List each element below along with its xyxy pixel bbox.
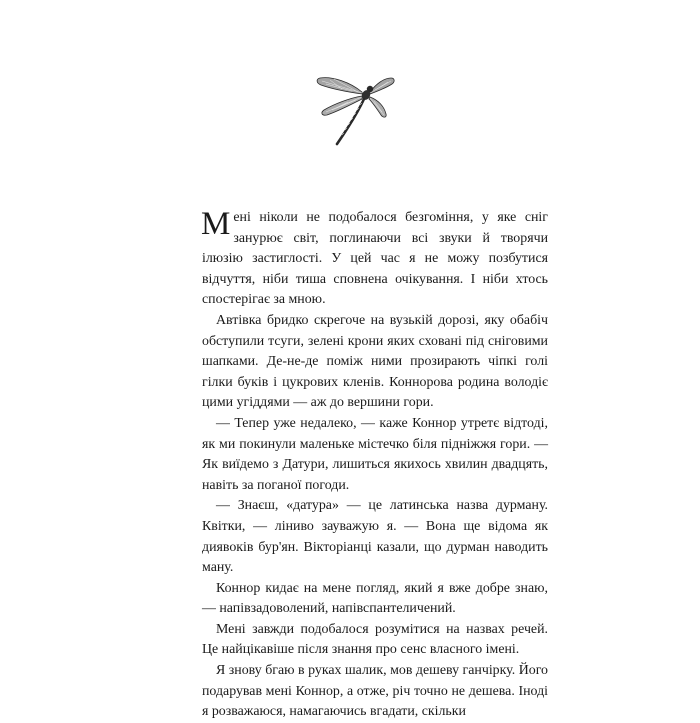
paragraph: — Тепер уже недалеко, — каже Коннор утретє відтоді, як ми покинули маленьке містечко біля підніжжя гори. — Як виїдемо з Датури, лишиться якихось хвилин двадцять, навіть за поганої погоди. <box>202 415 548 493</box>
opening-paragraph-text: ені ніколи не подобалося безгоміння, у яке сніг занурює світ, поглинаючи всі звуки й творячи ілюзію застиглості. У цей час я не можу позбутися відчуття, ніби тиша сповнена очікування. І ніби хтось спостерігає за мною. <box>202 210 548 308</box>
paragraph: Я знову бгаю в руках шалик, мов дешеву ганчірку. Його подарував мені Коннор, а отже, річ точно не дешева. Іноді я розважаюся, намагаючись вгадати, скільки <box>202 663 548 720</box>
opening-paragraph <box>202 208 548 311</box>
paragraph: Коннор кидає на мене погляд, який я вже добре знаю, — напівзадоволений, напівспантеличений. <box>202 580 548 617</box>
chapter-text <box>202 208 548 723</box>
paragraph: Мені завжди подобалося розумітися на назвах речей. Це найцікавіше після знання про сенс власного імені. <box>202 621 548 658</box>
paragraph: Автівка бридко скрегоче на вузькій дорозі, яку обабіч обступили тсуги, зелені крони яких сховані під сніговими шапками. Де-не-де поміж ними прозирають чіпкі голі гілки буків і цукрових кленів. Коннорова родина володіє цими угіддями — аж до вершини гори. <box>202 312 548 411</box>
paragraph: — Знаєш, «датура» — це латинська назва дурману. Квітки, — ліниво зауважую я. — Вона ще відома як диявоків бур'ян. Вікторіанці казали, що дурман наводить ману. <box>202 498 548 576</box>
drop-cap: М <box>201 206 231 242</box>
dragonfly-icon <box>312 70 398 152</box>
